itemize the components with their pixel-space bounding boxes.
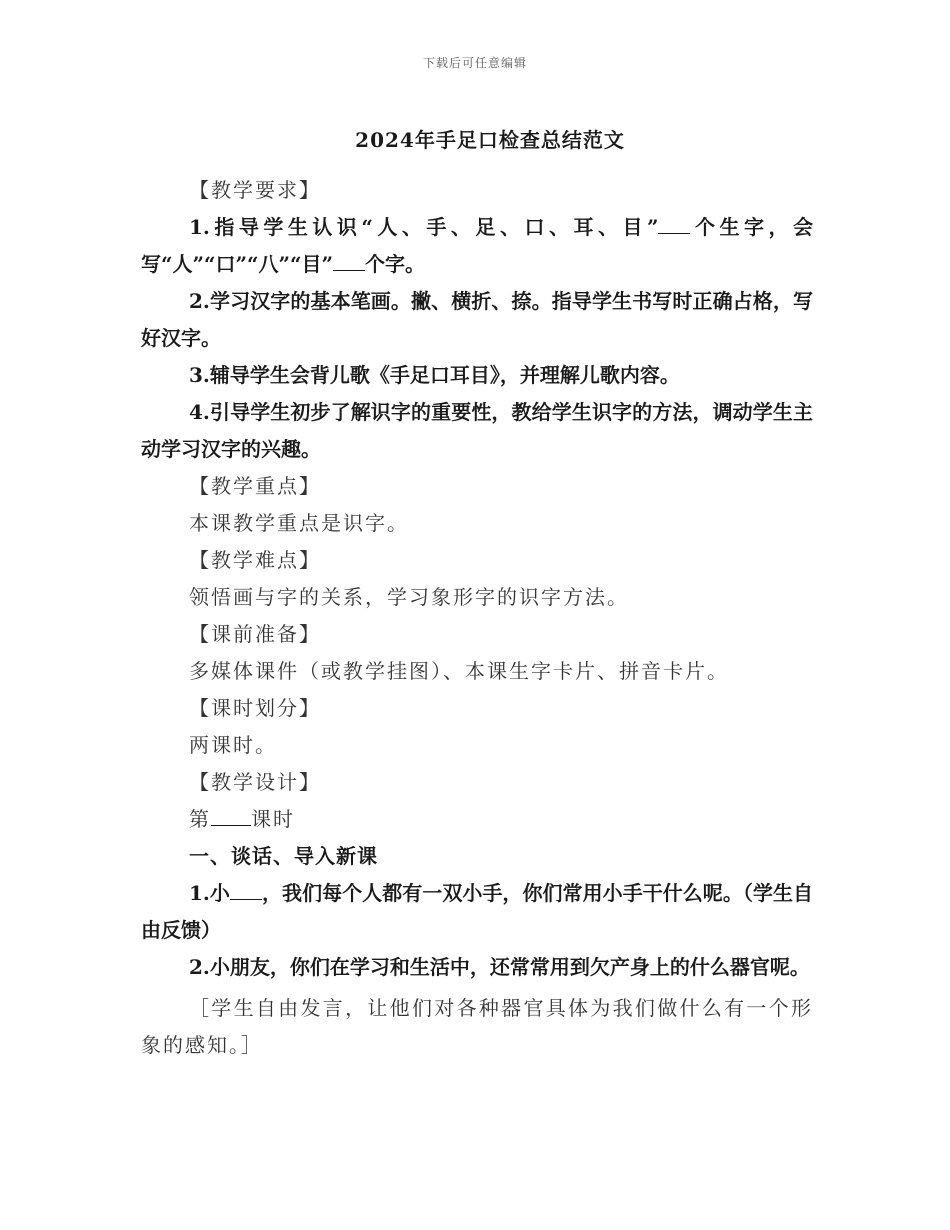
part1-heading: 一、谈话、导入新课 <box>189 844 378 868</box>
difficulty-text: 领悟画与字的关系，学习象形字的识字方法。 <box>189 585 629 609</box>
requirement-1 <box>141 209 813 283</box>
fill-blank <box>230 881 262 900</box>
step-2: 2.小朋友，你们在学习和生活中，还常常用到欠产身上的什么器官呢。 <box>189 955 810 979</box>
fill-blank <box>658 215 690 234</box>
step-1-text-b: ，我们每个人都有一双小手，你们常用小手干什么呢。（学生自由反馈） <box>141 881 813 942</box>
step-1-text-a: 1.小 <box>189 881 230 905</box>
requirement-2: 2.学习汉字的基本笔画。撇、横折、捺。指导学生书写时正确占格，写好汉字。 <box>141 289 813 350</box>
document-body <box>141 172 813 1064</box>
step-1 <box>141 875 813 949</box>
period-text: 两课时。 <box>189 733 277 757</box>
lesson-text-a: 第 <box>189 807 211 831</box>
fill-blank <box>211 807 251 826</box>
lesson-line <box>141 801 813 838</box>
fill-blank <box>333 252 365 271</box>
requirement-4: 4.引导学生初步了解识字的重要性，教给学生识字的方法，调动学生主动学习汉字的兴趣。 <box>141 400 813 461</box>
header-note: 下载后可任意编辑 <box>422 56 527 70</box>
requirement-1-text-c: 个字。 <box>365 252 426 276</box>
teacher-note: ［学生自由发言，让他们对各种器官具体为我们做什么有一个形象的感知。］ <box>141 996 813 1057</box>
design-heading: 【教学设计】 <box>189 770 321 794</box>
preparation-heading: 【课前准备】 <box>189 622 321 646</box>
document-title: 2024年手足口检查总结范文 <box>355 128 625 152</box>
preparation-text: 多媒体课件（或教学挂图）、本课生字卡片、拼音卡片。 <box>189 659 729 683</box>
period-heading: 【课时划分】 <box>189 696 321 720</box>
requirement-3: 3.辅导学生会背儿歌《手足口耳目》，并理解儿歌内容。 <box>189 363 680 387</box>
focus-text: 本课教学重点是识字。 <box>189 511 409 535</box>
lesson-text-b: 课时 <box>251 807 295 831</box>
requirements-heading: 【教学要求】 <box>189 178 321 202</box>
requirement-1-text-b: 个生字，会写“人”“口”“八”“目” <box>141 215 814 276</box>
focus-heading: 【教学重点】 <box>189 474 321 498</box>
requirement-1-text-a: 1.指导学生认识“人、手、足、口、耳、目” <box>189 215 659 239</box>
difficulty-heading: 【教学难点】 <box>189 548 321 572</box>
